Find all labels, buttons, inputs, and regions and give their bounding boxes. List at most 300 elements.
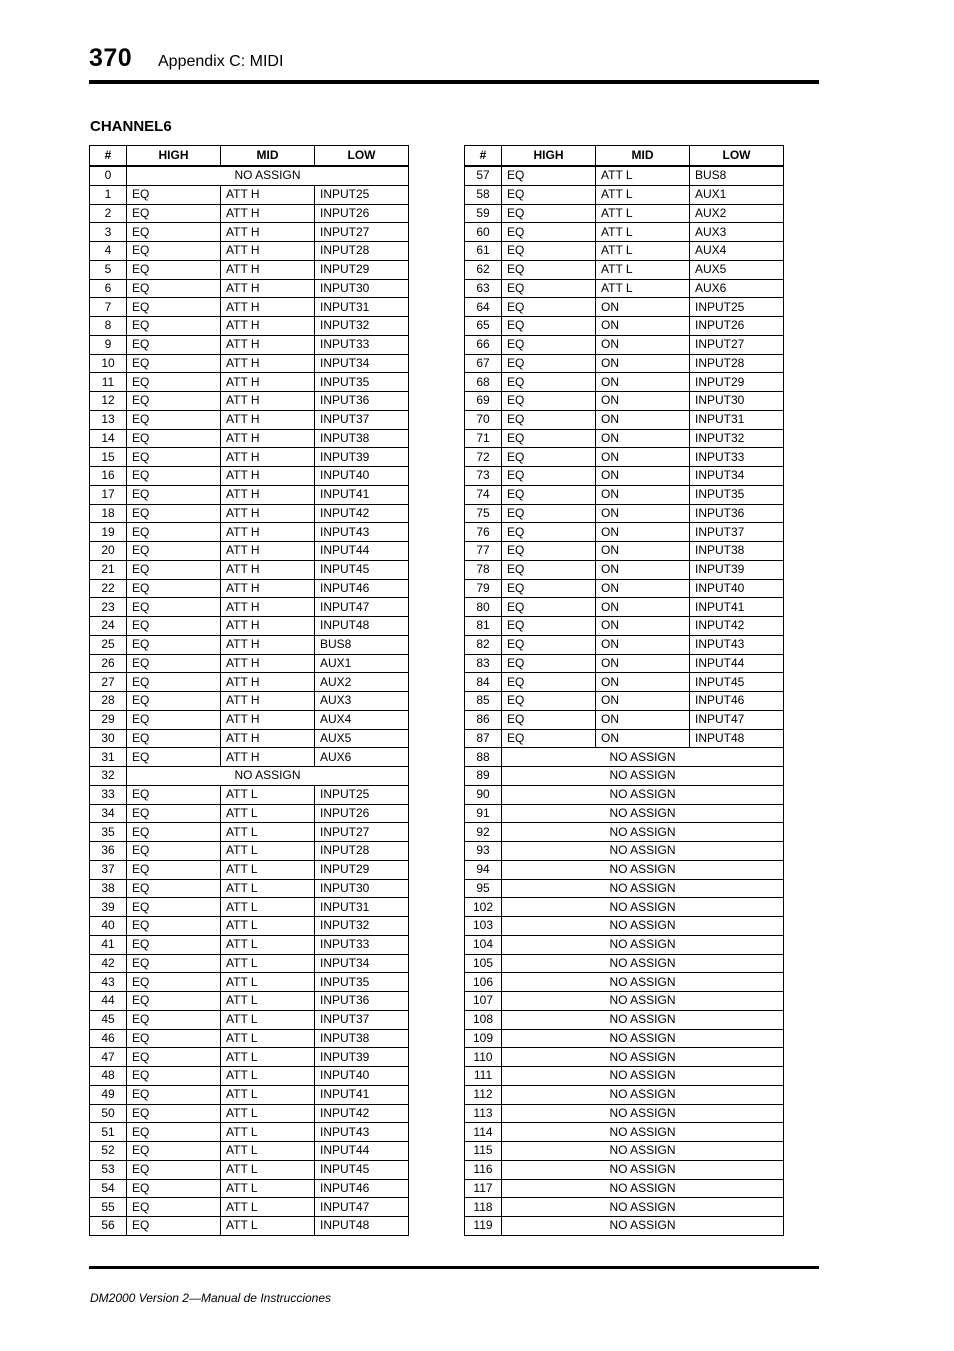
cell-low: INPUT34 bbox=[690, 467, 784, 486]
column-header-mid: MID bbox=[221, 146, 315, 167]
cell-high: EQ bbox=[502, 673, 596, 692]
cell-no-assign: NO ASSIGN bbox=[502, 1142, 784, 1161]
cell-high: EQ bbox=[502, 373, 596, 392]
cell-number: 57 bbox=[465, 166, 502, 185]
cell-mid: ON bbox=[596, 617, 690, 636]
cell-high: EQ bbox=[127, 1179, 221, 1198]
table-row bbox=[90, 204, 409, 223]
table-row bbox=[465, 692, 784, 711]
table-row bbox=[465, 954, 784, 973]
cell-number: 30 bbox=[90, 729, 127, 748]
cell-number: 107 bbox=[465, 992, 502, 1011]
cell-number: 14 bbox=[90, 429, 127, 448]
cell-number: 2 bbox=[90, 204, 127, 223]
table-row bbox=[465, 1198, 784, 1217]
cell-mid: ATT L bbox=[221, 1142, 315, 1161]
cell-low: INPUT27 bbox=[315, 823, 409, 842]
cell-low: INPUT33 bbox=[315, 935, 409, 954]
column-header-number: # bbox=[465, 146, 502, 167]
table-row bbox=[465, 392, 784, 411]
cell-mid: ON bbox=[596, 392, 690, 411]
cell-number: 34 bbox=[90, 804, 127, 823]
cell-low: INPUT30 bbox=[315, 279, 409, 298]
table-row bbox=[90, 467, 409, 486]
table-row bbox=[465, 823, 784, 842]
cell-mid: ATT L bbox=[596, 223, 690, 242]
cell-low: INPUT32 bbox=[690, 429, 784, 448]
cell-mid: ATT H bbox=[221, 467, 315, 486]
cell-number: 48 bbox=[90, 1067, 127, 1086]
cell-mid: ON bbox=[596, 654, 690, 673]
cell-number: 9 bbox=[90, 335, 127, 354]
cell-mid: ON bbox=[596, 560, 690, 579]
cell-mid: ATT L bbox=[596, 204, 690, 223]
cell-low: INPUT27 bbox=[690, 335, 784, 354]
cell-mid: ATT H bbox=[221, 560, 315, 579]
cell-low: INPUT35 bbox=[315, 973, 409, 992]
table-row bbox=[465, 1179, 784, 1198]
cell-low: INPUT43 bbox=[690, 635, 784, 654]
table-row bbox=[465, 598, 784, 617]
cell-number: 28 bbox=[90, 692, 127, 711]
cell-number: 50 bbox=[90, 1104, 127, 1123]
cell-low: AUX1 bbox=[690, 185, 784, 204]
cell-number: 68 bbox=[465, 373, 502, 392]
cell-high: EQ bbox=[502, 185, 596, 204]
table-row bbox=[90, 860, 409, 879]
cell-high: EQ bbox=[127, 654, 221, 673]
cell-high: EQ bbox=[127, 860, 221, 879]
cell-number: 116 bbox=[465, 1160, 502, 1179]
cell-low: INPUT30 bbox=[315, 879, 409, 898]
cell-high: EQ bbox=[502, 429, 596, 448]
midi-assign-table-right bbox=[464, 145, 784, 1236]
cell-no-assign: NO ASSIGN bbox=[502, 935, 784, 954]
table-row bbox=[90, 279, 409, 298]
cell-low: INPUT30 bbox=[690, 392, 784, 411]
cell-number: 95 bbox=[465, 879, 502, 898]
cell-high: EQ bbox=[127, 1010, 221, 1029]
cell-low: INPUT42 bbox=[315, 1104, 409, 1123]
cell-high: EQ bbox=[127, 935, 221, 954]
cell-low: INPUT44 bbox=[690, 654, 784, 673]
table-row bbox=[90, 992, 409, 1011]
cell-mid: ATT H bbox=[221, 504, 315, 523]
cell-low: INPUT47 bbox=[315, 598, 409, 617]
cell-high: EQ bbox=[127, 973, 221, 992]
section-title: Appendix C: MIDI bbox=[158, 53, 284, 70]
cell-high: EQ bbox=[127, 1160, 221, 1179]
cell-low: INPUT41 bbox=[690, 598, 784, 617]
table-row bbox=[465, 410, 784, 429]
cell-low: INPUT41 bbox=[315, 1085, 409, 1104]
cell-number: 112 bbox=[465, 1085, 502, 1104]
cell-high: EQ bbox=[127, 279, 221, 298]
table-row bbox=[90, 804, 409, 823]
cell-number: 49 bbox=[90, 1085, 127, 1104]
cell-mid: ATT H bbox=[221, 373, 315, 392]
cell-mid: ON bbox=[596, 429, 690, 448]
table-row bbox=[90, 523, 409, 542]
cell-mid: ATT L bbox=[596, 279, 690, 298]
cell-number: 31 bbox=[90, 748, 127, 767]
cell-mid: ATT H bbox=[221, 729, 315, 748]
table-row bbox=[465, 242, 784, 261]
cell-high: EQ bbox=[127, 504, 221, 523]
cell-mid: ON bbox=[596, 467, 690, 486]
cell-high: EQ bbox=[127, 879, 221, 898]
table-row bbox=[465, 898, 784, 917]
cell-low: INPUT43 bbox=[315, 523, 409, 542]
cell-number: 76 bbox=[465, 523, 502, 542]
cell-high: EQ bbox=[502, 635, 596, 654]
table-header-row bbox=[465, 146, 784, 167]
cell-number: 67 bbox=[465, 354, 502, 373]
table-row bbox=[90, 1010, 409, 1029]
cell-number: 65 bbox=[465, 317, 502, 336]
cell-no-assign: NO ASSIGN bbox=[502, 842, 784, 861]
table-row bbox=[90, 710, 409, 729]
cell-mid: ATT L bbox=[596, 166, 690, 185]
cell-low: INPUT39 bbox=[315, 1048, 409, 1067]
cell-number: 117 bbox=[465, 1179, 502, 1198]
cell-number: 46 bbox=[90, 1029, 127, 1048]
table-row bbox=[90, 1123, 409, 1142]
cell-high: EQ bbox=[127, 335, 221, 354]
cell-mid: ATT H bbox=[221, 448, 315, 467]
table-row bbox=[90, 973, 409, 992]
cell-low: INPUT41 bbox=[315, 485, 409, 504]
cell-high: EQ bbox=[127, 729, 221, 748]
cell-high: EQ bbox=[127, 1029, 221, 1048]
cell-high: EQ bbox=[127, 298, 221, 317]
cell-mid: ON bbox=[596, 410, 690, 429]
table-row bbox=[90, 673, 409, 692]
cell-number: 39 bbox=[90, 898, 127, 917]
cell-mid: ATT L bbox=[221, 973, 315, 992]
cell-low: INPUT42 bbox=[690, 617, 784, 636]
cell-high: EQ bbox=[127, 842, 221, 861]
cell-low: INPUT37 bbox=[690, 523, 784, 542]
table-row bbox=[465, 654, 784, 673]
table-row bbox=[465, 429, 784, 448]
cell-high: EQ bbox=[127, 392, 221, 411]
cell-low: INPUT40 bbox=[315, 1067, 409, 1086]
cell-high: EQ bbox=[127, 635, 221, 654]
cell-no-assign: NO ASSIGN bbox=[502, 1160, 784, 1179]
cell-no-assign: NO ASSIGN bbox=[502, 1010, 784, 1029]
table-row bbox=[465, 185, 784, 204]
table-row bbox=[465, 335, 784, 354]
table-row bbox=[465, 1104, 784, 1123]
cell-low: INPUT40 bbox=[315, 467, 409, 486]
table-row bbox=[90, 617, 409, 636]
table-row bbox=[90, 1085, 409, 1104]
cell-high: EQ bbox=[502, 279, 596, 298]
table-row bbox=[90, 785, 409, 804]
cell-number: 111 bbox=[465, 1067, 502, 1086]
table-row bbox=[90, 1067, 409, 1086]
cell-number: 79 bbox=[465, 579, 502, 598]
cell-number: 21 bbox=[90, 560, 127, 579]
page-number: 370 bbox=[89, 44, 133, 72]
column-header-low: LOW bbox=[315, 146, 409, 167]
cell-low: AUX2 bbox=[315, 673, 409, 692]
table-row bbox=[90, 654, 409, 673]
cell-high: EQ bbox=[127, 710, 221, 729]
cell-no-assign: NO ASSIGN bbox=[502, 767, 784, 786]
table-header-row bbox=[90, 146, 409, 167]
cell-number: 26 bbox=[90, 654, 127, 673]
cell-mid: ON bbox=[596, 542, 690, 561]
cell-high: EQ bbox=[127, 579, 221, 598]
table-row bbox=[465, 523, 784, 542]
cell-low: INPUT38 bbox=[690, 542, 784, 561]
cell-high: EQ bbox=[127, 1104, 221, 1123]
cell-low: INPUT46 bbox=[315, 1179, 409, 1198]
cell-number: 19 bbox=[90, 523, 127, 542]
cell-low: INPUT37 bbox=[315, 1010, 409, 1029]
cell-high: EQ bbox=[502, 166, 596, 185]
cell-mid: ATT L bbox=[221, 785, 315, 804]
table-row bbox=[90, 598, 409, 617]
cell-low: BUS8 bbox=[315, 635, 409, 654]
cell-mid: ON bbox=[596, 354, 690, 373]
cell-number: 20 bbox=[90, 542, 127, 561]
table-row bbox=[465, 635, 784, 654]
cell-number: 13 bbox=[90, 410, 127, 429]
cell-number: 6 bbox=[90, 279, 127, 298]
table-row bbox=[465, 166, 784, 185]
cell-low: AUX2 bbox=[690, 204, 784, 223]
cell-low: INPUT29 bbox=[690, 373, 784, 392]
table-row bbox=[465, 204, 784, 223]
cell-number: 81 bbox=[465, 617, 502, 636]
cell-mid: ATT L bbox=[221, 842, 315, 861]
cell-low: AUX1 bbox=[315, 654, 409, 673]
table-row bbox=[465, 729, 784, 748]
cell-low: INPUT26 bbox=[690, 317, 784, 336]
column-header-high: HIGH bbox=[127, 146, 221, 167]
cell-low: INPUT29 bbox=[315, 260, 409, 279]
cell-low: AUX3 bbox=[690, 223, 784, 242]
column-header-high: HIGH bbox=[502, 146, 596, 167]
cell-no-assign: NO ASSIGN bbox=[502, 898, 784, 917]
cell-high: EQ bbox=[502, 260, 596, 279]
table-row bbox=[465, 485, 784, 504]
cell-number: 75 bbox=[465, 504, 502, 523]
cell-mid: ON bbox=[596, 710, 690, 729]
cell-high: EQ bbox=[127, 523, 221, 542]
table-row bbox=[465, 467, 784, 486]
table-row bbox=[90, 354, 409, 373]
cell-high: EQ bbox=[127, 598, 221, 617]
cell-mid: ATT L bbox=[221, 1085, 315, 1104]
column-header-number: # bbox=[90, 146, 127, 167]
cell-no-assign: NO ASSIGN bbox=[502, 973, 784, 992]
cell-mid: ATT H bbox=[221, 260, 315, 279]
cell-low: INPUT37 bbox=[315, 410, 409, 429]
cell-number: 42 bbox=[90, 954, 127, 973]
cell-low: INPUT26 bbox=[315, 204, 409, 223]
cell-low: INPUT26 bbox=[315, 804, 409, 823]
table-row bbox=[90, 635, 409, 654]
table-row bbox=[90, 448, 409, 467]
table-row bbox=[465, 1029, 784, 1048]
cell-number: 29 bbox=[90, 710, 127, 729]
cell-number: 118 bbox=[465, 1198, 502, 1217]
table-row bbox=[465, 373, 784, 392]
table-row bbox=[90, 260, 409, 279]
cell-mid: ATT H bbox=[221, 392, 315, 411]
cell-number: 114 bbox=[465, 1123, 502, 1142]
cell-mid: ATT H bbox=[221, 204, 315, 223]
cell-high: EQ bbox=[127, 1142, 221, 1161]
cell-high: EQ bbox=[502, 467, 596, 486]
cell-low: INPUT36 bbox=[315, 392, 409, 411]
cell-low: INPUT47 bbox=[690, 710, 784, 729]
cell-mid: ATT H bbox=[221, 223, 315, 242]
cell-high: EQ bbox=[127, 260, 221, 279]
cell-no-assign: NO ASSIGN bbox=[502, 879, 784, 898]
cell-mid: ATT L bbox=[221, 1029, 315, 1048]
cell-number: 7 bbox=[90, 298, 127, 317]
table-row bbox=[90, 485, 409, 504]
cell-number: 91 bbox=[465, 804, 502, 823]
cell-mid: ON bbox=[596, 598, 690, 617]
cell-mid: ATT L bbox=[596, 185, 690, 204]
table-row bbox=[90, 166, 409, 185]
cell-no-assign: NO ASSIGN bbox=[502, 917, 784, 936]
cell-number: 36 bbox=[90, 842, 127, 861]
cell-high: EQ bbox=[127, 617, 221, 636]
cell-high: EQ bbox=[127, 467, 221, 486]
cell-number: 35 bbox=[90, 823, 127, 842]
cell-high: EQ bbox=[502, 542, 596, 561]
cell-high: EQ bbox=[127, 317, 221, 336]
table-row bbox=[465, 617, 784, 636]
table-row bbox=[90, 729, 409, 748]
cell-low: INPUT31 bbox=[690, 410, 784, 429]
cell-high: EQ bbox=[127, 485, 221, 504]
cell-low: AUX4 bbox=[315, 710, 409, 729]
cell-number: 22 bbox=[90, 579, 127, 598]
table-row bbox=[465, 317, 784, 336]
cell-high: EQ bbox=[127, 429, 221, 448]
cell-high: EQ bbox=[127, 692, 221, 711]
cell-number: 64 bbox=[465, 298, 502, 317]
cell-number: 5 bbox=[90, 260, 127, 279]
cell-number: 45 bbox=[90, 1010, 127, 1029]
table-row bbox=[90, 223, 409, 242]
cell-high: EQ bbox=[502, 298, 596, 317]
table-row bbox=[465, 504, 784, 523]
cell-low: INPUT40 bbox=[690, 579, 784, 598]
cell-high: EQ bbox=[502, 579, 596, 598]
cell-mid: ATT H bbox=[221, 692, 315, 711]
header-rule bbox=[89, 80, 819, 84]
cell-number: 113 bbox=[465, 1104, 502, 1123]
cell-high: EQ bbox=[502, 204, 596, 223]
table-row bbox=[465, 279, 784, 298]
cell-high: EQ bbox=[127, 1217, 221, 1236]
cell-number: 84 bbox=[465, 673, 502, 692]
table-row bbox=[90, 1029, 409, 1048]
cell-number: 103 bbox=[465, 917, 502, 936]
channel-heading: CHANNEL6 bbox=[90, 118, 172, 135]
table-row bbox=[90, 429, 409, 448]
table-row bbox=[465, 1067, 784, 1086]
table-row bbox=[465, 1010, 784, 1029]
cell-high: EQ bbox=[127, 448, 221, 467]
cell-number: 27 bbox=[90, 673, 127, 692]
cell-low: INPUT38 bbox=[315, 1029, 409, 1048]
table-row bbox=[465, 298, 784, 317]
cell-mid: ON bbox=[596, 504, 690, 523]
cell-number: 77 bbox=[465, 542, 502, 561]
cell-no-assign: NO ASSIGN bbox=[502, 785, 784, 804]
cell-mid: ATT L bbox=[221, 1179, 315, 1198]
cell-number: 51 bbox=[90, 1123, 127, 1142]
table-row bbox=[90, 579, 409, 598]
cell-low: INPUT43 bbox=[315, 1123, 409, 1142]
cell-low: INPUT47 bbox=[315, 1198, 409, 1217]
cell-number: 10 bbox=[90, 354, 127, 373]
cell-number: 41 bbox=[90, 935, 127, 954]
cell-high: EQ bbox=[127, 185, 221, 204]
cell-no-assign: NO ASSIGN bbox=[502, 1029, 784, 1048]
table-row bbox=[90, 1142, 409, 1161]
cell-number: 4 bbox=[90, 242, 127, 261]
cell-mid: ON bbox=[596, 317, 690, 336]
cell-number: 104 bbox=[465, 935, 502, 954]
cell-number: 60 bbox=[465, 223, 502, 242]
cell-high: EQ bbox=[502, 242, 596, 261]
cell-high: EQ bbox=[502, 335, 596, 354]
cell-high: EQ bbox=[502, 392, 596, 411]
cell-mid: ATT H bbox=[221, 279, 315, 298]
cell-high: EQ bbox=[127, 898, 221, 917]
table-row bbox=[90, 692, 409, 711]
cell-low: AUX3 bbox=[315, 692, 409, 711]
cell-low: AUX4 bbox=[690, 242, 784, 261]
cell-number: 16 bbox=[90, 467, 127, 486]
cell-mid: ATT H bbox=[221, 354, 315, 373]
cell-mid: ATT H bbox=[221, 542, 315, 561]
table-row bbox=[90, 1198, 409, 1217]
cell-number: 1 bbox=[90, 185, 127, 204]
cell-low: INPUT25 bbox=[315, 785, 409, 804]
table-row bbox=[90, 1217, 409, 1236]
cell-number: 38 bbox=[90, 879, 127, 898]
footer-rule bbox=[89, 1266, 819, 1269]
table-row bbox=[465, 260, 784, 279]
cell-number: 89 bbox=[465, 767, 502, 786]
cell-no-assign: NO ASSIGN bbox=[127, 166, 409, 185]
cell-number: 56 bbox=[90, 1217, 127, 1236]
cell-number: 71 bbox=[465, 429, 502, 448]
table-row bbox=[90, 917, 409, 936]
cell-number: 72 bbox=[465, 448, 502, 467]
cell-number: 73 bbox=[465, 467, 502, 486]
cell-low: INPUT28 bbox=[690, 354, 784, 373]
cell-number: 108 bbox=[465, 1010, 502, 1029]
cell-number: 43 bbox=[90, 973, 127, 992]
cell-high: EQ bbox=[127, 204, 221, 223]
cell-no-assign: NO ASSIGN bbox=[502, 954, 784, 973]
table-row bbox=[465, 448, 784, 467]
cell-low: AUX6 bbox=[690, 279, 784, 298]
